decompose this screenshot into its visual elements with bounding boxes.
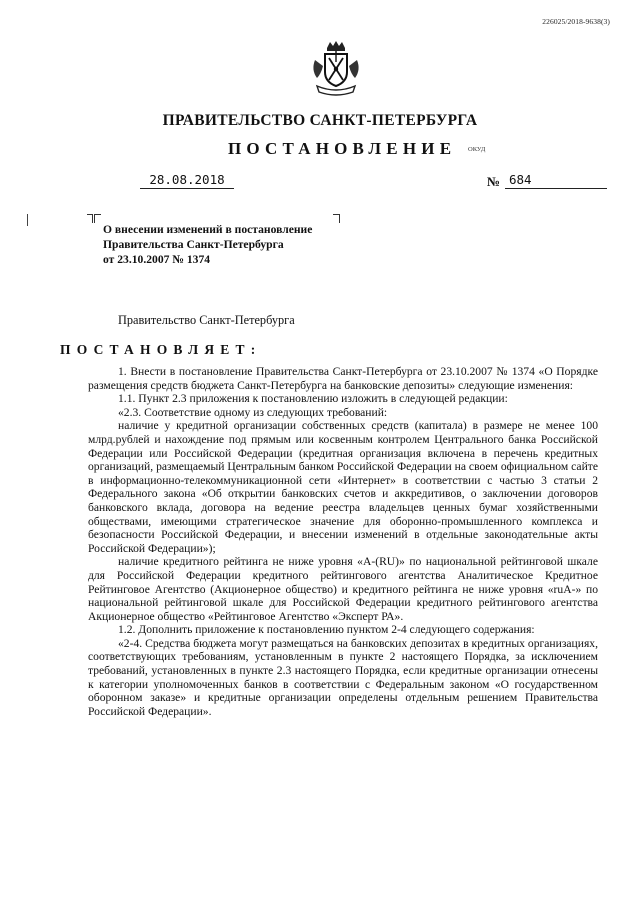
decree-body [88, 365, 598, 718]
subject-line: от 23.10.2007 № 1374 [103, 253, 211, 266]
decree-verb: ПОСТАНОВЛЯЕТ: [60, 342, 262, 357]
number-sign: № [487, 174, 501, 189]
body-paragraph: наличие кредитного рейтинга не ниже уровня «A-(RU)» по национальной рейтинговой шкале для Российской Федерации кредитного рейтингового агентства Аналитическое Кредитное Рейтинговое Агентство (Акционерное общество) и кредитного рейтинга не ниже уровня «ruA-» по национальной рейтинговой шкале для Российской Федерации кредитного рейтингового агентства Акционерное общество «Рейтинговое Агентство «Эксперт РА». [88, 555, 598, 623]
decree-number: 684 [505, 172, 607, 189]
body-paragraph: наличие у кредитной организации собственных средств (капитала) в размере не менее 100 млрд.рублей и нахождение под прямым или косвенным контролем Центрального банка Российской Федерации или Российской Федерации (кредитная организация включена в перечень кредитных организаций, размещаемый Центральным банком Российской Федерации на своем официальном сайте в информационно-телекоммуникационной сети «Интернет» в соответствии с частью 3 статьи 2 Федерального закона «Об открытии банковских счетов и аккредитивов, о заключении договоров банковского вклада, договора на ведение реестра владельцев ценных бумаг хозяйственными обществами, имеющими стратегическое значение для оборонно-промышленного комплекса и безопасности Российской Федерации, и внесении изменений в отдельные законодательные акты Российской Федерации»); [88, 419, 598, 555]
subject-line: Правительства Санкт-Петербурга [103, 238, 284, 251]
document-code: 226025/2018-9638(3) [542, 17, 610, 26]
decree-title: ПОСТАНОВЛЕНИЕ [228, 139, 457, 158]
subject-line: О внесении изменений в постановление [103, 223, 313, 236]
body-paragraph: 1.1. Пункт 2.3 приложения к постановлению изложить в следующей редакции: [118, 392, 508, 406]
body-paragraph: «2-4. Средства бюджета могут размещаться на банковских депозитах в кредитных организациях, соответствующих требованиям, установленным в пункте 2 настоящего Порядка, за исключением требований, установленных в пункте 2.3 настоящего Порядка, если кредитные организации отнесены к категории уполномоченных банков в соответствии с Федеральным законом «О государственном оборонном заказе» и кредитные организации определены отдельным решением Правительства Российской Федерации». [88, 636, 598, 718]
st-petersburg-coat-of-arms-icon [309, 40, 363, 98]
body-paragraph: 1.2. Дополнить приложение к постановлению пунктом 2-4 следующего содержания: [118, 623, 535, 637]
okud-label: ОКУД [468, 146, 486, 153]
body-paragraph: 1. Внести в постановление Правительства Санкт-Петербурга от 23.10.2007 № 1374 «О Порядке размещения средств бюджета Санкт-Петербурга на банковские депозиты» следующие изменения: [88, 365, 598, 392]
margin-mark [27, 214, 28, 226]
subject-bracket-left-outer [87, 214, 93, 223]
body-paragraph: «2.3. Соответствие одному из следующих требований: [118, 405, 388, 419]
government-name: ПРАВИТЕЛЬСТВО САНКТ-ПЕТЕРБУРГА [162, 112, 478, 129]
decree-subject [103, 222, 353, 267]
decree-date: 28.08.2018 [140, 172, 234, 189]
preamble: Правительство Санкт-Петербурга [118, 313, 295, 327]
subject-bracket-left [94, 214, 101, 223]
